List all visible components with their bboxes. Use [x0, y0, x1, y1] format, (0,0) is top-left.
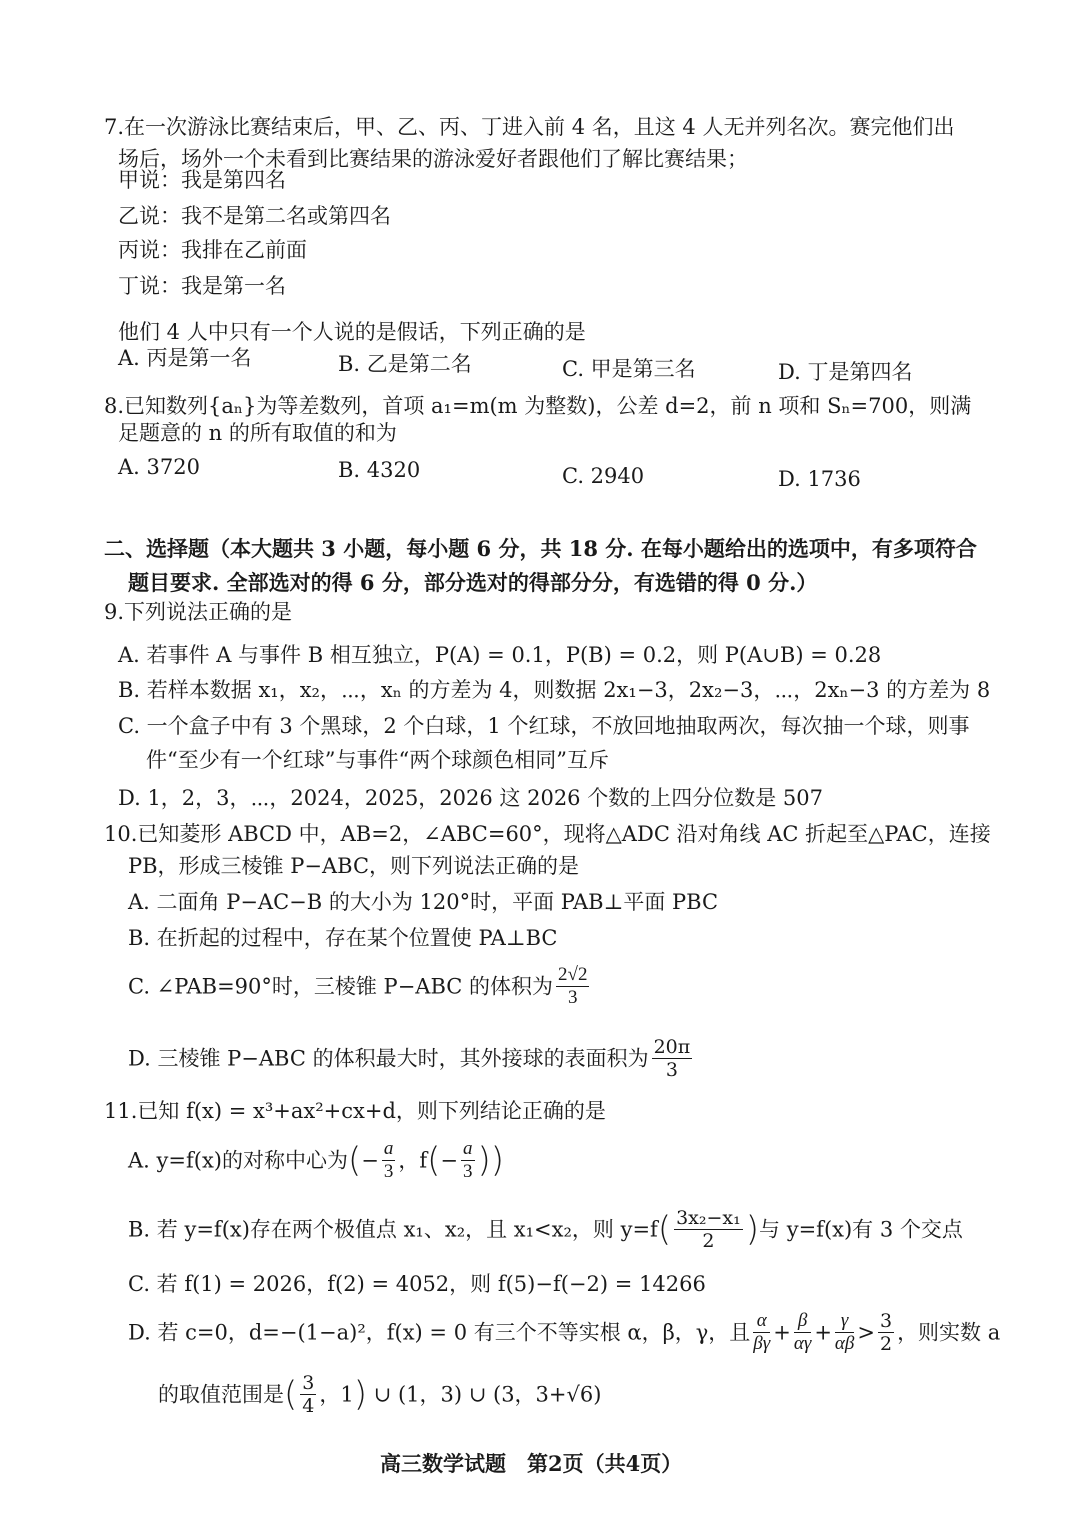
fraction-denominator: 3 — [383, 1161, 394, 1182]
paren-close: )) — [477, 1140, 505, 1181]
paren-close: ) — [745, 1209, 760, 1250]
interval-upper: ，1 — [319, 1382, 354, 1407]
q9-option-d: D. 1，2，3，⋯，2024，2025，2026 这 2026 个数的上四分位数是 507 — [118, 786, 823, 810]
q11-option-d-tail: ，则实数 a — [897, 1320, 1001, 1345]
q11-option-d-range-text: 的取值范围是 — [158, 1382, 284, 1407]
q7-statement-bing: 丙说：我排在乙前面 — [118, 238, 307, 262]
minus-sign: − — [440, 1148, 459, 1173]
q10-line2: PB，形成三棱锥 P−ABC，则下列说法正确的是 — [128, 854, 580, 878]
q10-option-c-text: C. ∠PAB=90°时，三棱锥 P−ABC 的体积为 — [128, 974, 554, 999]
paren-open: ( — [284, 1374, 298, 1415]
fraction-numerator: a — [383, 1138, 394, 1159]
fraction-numerator: γ — [835, 1310, 854, 1333]
alpha-over-beta-gamma — [753, 1310, 770, 1355]
fraction-numerator: 3x₂−x₁ — [676, 1207, 741, 1229]
q7-option-b: B. 乙是第二名 — [338, 352, 472, 376]
fraction-denominator: βγ — [753, 1333, 771, 1354]
fraction-denominator: 3 — [665, 1059, 678, 1081]
q10-option-b: B. 在折起的过程中，存在某个位置使 PA⊥BC — [128, 926, 558, 950]
q8-option-a: A. 3720 — [118, 455, 200, 479]
page-footer: 高三数学试题 第2页（共4页） — [380, 1451, 683, 1476]
q10-option-d-fraction — [652, 1036, 693, 1081]
fraction-denominator: 2 — [879, 1333, 893, 1355]
q10-option-a: A. 二面角 P−AC−B 的大小为 120°时，平面 PAB⊥平面 PBC — [128, 890, 719, 914]
q9-option-a: A. 若事件 A 与事件 B 相互独立，P(A) = 0.1，P(B) = 0.2，则 P(A∪B) = 0.28 — [118, 643, 882, 667]
q11-option-a-fraction-1 — [382, 1138, 396, 1183]
q8-line1: 8.已知数列{aₙ}为等差数列，首项 a₁=m(m 为整数)，公差 d=2，前 n 项和 Sₙ=700，则满 — [104, 394, 972, 418]
q10-line1: 10.已知菱形 ABCD 中，AB=2，∠ABC=60°，现将△ADC 沿对角线 AC 折起至△PAC，连接 — [104, 822, 991, 846]
fraction-denominator: 3 — [567, 987, 578, 1008]
q11-option-b-text: B. 若 y=f(x)存在两个极值点 x₁、x₂，且 x₁<x₂，则 y=f — [128, 1217, 658, 1242]
q11-option-a-text: A. y=f(x)的对称中心为 — [128, 1148, 348, 1173]
paren-open: ( — [347, 1140, 362, 1181]
q8-option-c: C. 2940 — [562, 464, 645, 488]
q7-option-c: C. 甲是第三名 — [562, 357, 696, 381]
q9-option-c-line1: C. 一个盒子中有 3 个黑球，2 个白球，1 个红球，不放回地抽取两次，每次抽一个球，则事 — [118, 714, 970, 738]
fraction-numerator: 20π — [653, 1036, 691, 1058]
paren-open: ( — [657, 1209, 672, 1250]
three-quarters — [300, 1372, 316, 1417]
q11-option-c: C. 若 f(1) = 2026，f(2) = 4052，则 f(5)−f(−2) = 14266 — [128, 1272, 706, 1296]
q7-option-a: A. 丙是第一名 — [118, 346, 252, 370]
fraction-numerator: α — [753, 1310, 770, 1333]
q11-stem: 11.已知 f(x) = x³+ax²+cx+d，则下列结论正确的是 — [104, 1099, 606, 1123]
fraction-denominator: αβ — [834, 1333, 855, 1354]
plus-sign: + — [814, 1320, 832, 1345]
q11-option-d-line2 — [158, 1372, 601, 1417]
q7-statement-jia: 甲说：我是第四名 — [118, 168, 286, 192]
interval-union: ∪ (1，3) ∪ (3，3+√6) — [367, 1382, 602, 1407]
fraction-denominator: αγ — [793, 1333, 812, 1354]
q10-option-d-text: D. 三棱锥 P−ABC 的体积最大时，其外接球的表面积为 — [128, 1046, 649, 1071]
beta-over-alpha-gamma — [794, 1310, 811, 1355]
paren-open: ( — [427, 1140, 441, 1181]
plus-sign: + — [773, 1320, 791, 1345]
q11-option-a — [128, 1138, 504, 1183]
q11-option-b-fraction — [674, 1207, 743, 1252]
fraction-numerator: β — [794, 1310, 811, 1333]
q8-line2: 足题意的 n 的所有取值的和为 — [118, 421, 397, 445]
fraction-numerator: 3 — [302, 1372, 315, 1394]
greater-than: > — [857, 1320, 875, 1345]
q7-line2: 场后，场外一个未看到比赛结果的游泳爱好者跟他们了解比赛结果； — [118, 147, 748, 171]
q7-line7: 他们 4 人中只有一个人说的是假话，下列正确的是 — [118, 320, 586, 344]
q9-option-c-line2: 件“至少有一个红球”与事件“两个球颜色相同”互斥 — [146, 748, 609, 772]
q11-option-a-fraction-2 — [461, 1138, 475, 1183]
fraction-numerator: 2√2 — [558, 964, 588, 985]
fraction-numerator: 3 — [879, 1310, 893, 1332]
q7-statement-yi: 乙说：我不是第二名或第四名 — [118, 204, 391, 228]
q11-option-b-tail: 与 y=f(x)有 3 个交点 — [759, 1217, 963, 1242]
three-halves — [878, 1310, 894, 1355]
q9-stem: 9.下列说法正确的是 — [104, 600, 293, 624]
q7-line1: 7.在一次游泳比赛结束后，甲、乙、丙、丁进入前 4 名，且这 4 人无并列名次。赛完他们出 — [104, 115, 955, 139]
fraction-denominator: 2 — [702, 1230, 715, 1252]
paren-close: ) — [353, 1374, 367, 1415]
q11-option-d-text: D. 若 c=0，d=−(1−a)²，f(x) = 0 有三个不等实根 α，β，γ，且 — [128, 1320, 751, 1345]
fraction-denominator: 4 — [302, 1395, 315, 1417]
q11-option-d — [128, 1310, 1000, 1355]
q8-option-b: B. 4320 — [338, 458, 421, 482]
q8-option-d: D. 1736 — [778, 467, 861, 491]
q10-option-c — [128, 964, 592, 1009]
gamma-over-alpha-beta — [835, 1310, 854, 1355]
q10-option-c-fraction — [556, 964, 589, 1009]
fraction-denominator: 3 — [463, 1161, 473, 1182]
q10-option-d — [128, 1036, 695, 1081]
fraction-numerator: a — [463, 1138, 473, 1159]
section2-header-line1: 二、选择题（本大题共 3 小题，每小题 6 分，共 18 分. 在每小题给出的选项中，有多项符合 — [104, 536, 977, 561]
q7-option-d: D. 丁是第四名 — [778, 360, 913, 384]
q11-option-b — [128, 1207, 963, 1252]
q7-statement-ding: 丁说：我是第一名 — [118, 274, 286, 298]
minus-sign: − — [361, 1148, 379, 1173]
q9-option-b: B. 若样本数据 x₁，x₂，⋯，xₙ 的方差为 4，则数据 2x₁−3，2x₂−3，⋯，2xₙ−3 的方差为 8 — [118, 678, 991, 702]
function-f: ，f — [398, 1148, 428, 1173]
section2-header-line2: 题目要求. 全部选对的得 6 分，部分选对的得部分分，有选错的得 0 分.） — [128, 570, 818, 595]
